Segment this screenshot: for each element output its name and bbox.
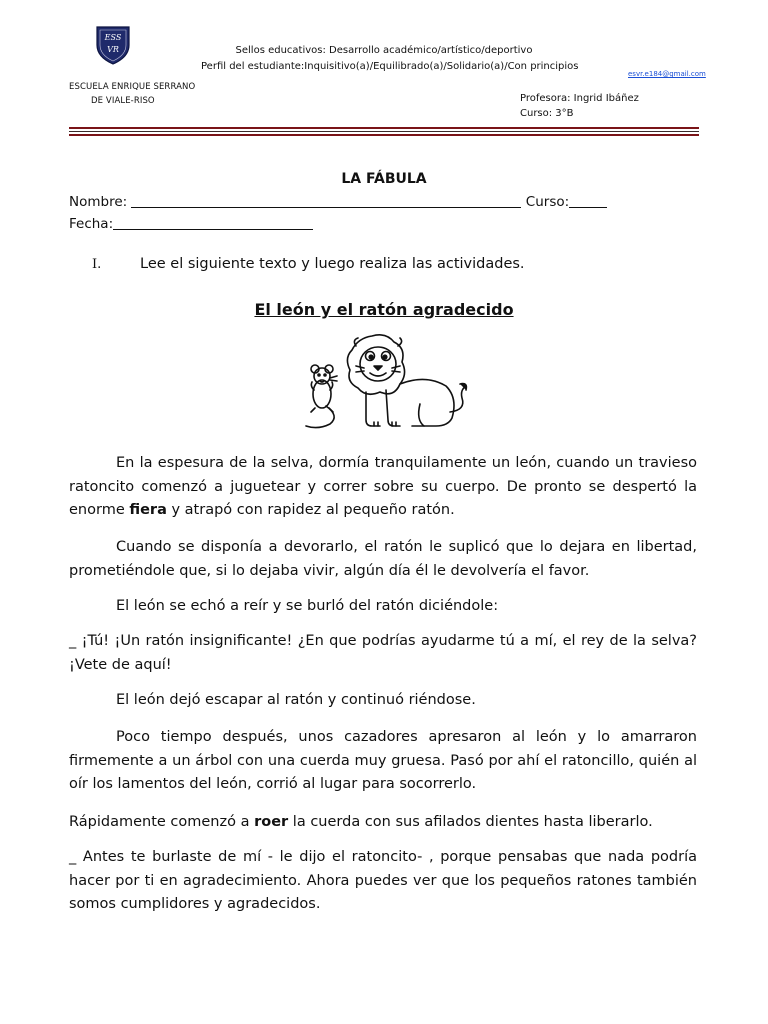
crest-top-letters: ESS	[104, 33, 122, 42]
name-blank[interactable]	[131, 194, 521, 208]
header-divider-top	[69, 127, 699, 129]
story-paragraph-4: _ ¡Tú! ¡Un ratón insignificante! ¿En que podrías ayudarme tú a mí, el rey de la selva? ¡Vete de aquí!	[69, 633, 697, 673]
instruction-text: Lee el siguiente texto y luego realiza las actividades.	[140, 256, 525, 272]
date-blank[interactable]	[113, 216, 313, 230]
p1-text-a: En la espesura de la selva, dormía tranquilamente un león, cuando un travieso ratoncito comenzó a juguetear y correr sobre su cuerpo. De pronto se despertó la enorme	[69, 455, 697, 518]
instruction-numeral: I.	[92, 257, 102, 272]
crest-bottom-letters: VR	[107, 45, 119, 54]
course-field-label: Curso:	[525, 194, 570, 210]
header-divider-bottom	[69, 134, 699, 136]
course-label: Curso: 3°B	[520, 108, 574, 119]
story-paragraph-2: Cuando se disponía a devorarlo, el ratón le suplicó que lo dejara en libertad, prometiéndole que, si lo dejaba vivir, algún día él le devolvería el favor.	[69, 539, 697, 579]
story-paragraph-3: El león se echó a reír y se burló del ratón diciéndole:	[116, 598, 499, 614]
story-paragraph-1	[69, 452, 697, 523]
lion-figure	[347, 335, 466, 426]
story-title: El león y el ratón agradecido	[254, 300, 514, 319]
name-field[interactable]	[69, 194, 709, 210]
p1-text-c: y atrapó con rapidez al pequeño ratón.	[166, 502, 455, 518]
name-label: Nombre:	[69, 194, 128, 210]
header-divider-middle	[69, 131, 699, 132]
mouse-figure	[306, 365, 337, 428]
p7-text-a: Rápidamente comenzó a	[69, 814, 255, 830]
school-name-line2: DE VIALE-RISO	[91, 96, 155, 106]
p7-text-c: la cuerda con sus afilados dientes hasta liberarlo.	[288, 814, 653, 830]
date-field[interactable]	[69, 216, 313, 232]
story-paragraph-8: _ Antes te burlaste de mí - le dijo el ratoncito- , porque pensabas que nada podría hacer por ti en agradecimiento. Ahora puedes ver que los pequeños ratones también somos cumplidores y agradecidos.	[69, 849, 697, 912]
p7-bold-word: roer	[254, 814, 289, 830]
school-email-link[interactable]: esvr.e184@gmail.com	[628, 70, 706, 78]
lion-and-mouse-illustration	[300, 328, 470, 436]
story-paragraph-7	[69, 811, 697, 835]
story-paragraph-5: El león dejó escapar al ratón y continuó riéndose.	[116, 692, 476, 708]
student-profile: Perfil del estudiante:Inquisitivo(a)/Equilibrado(a)/Solidario(a)/Con principios	[201, 61, 579, 72]
worksheet-title: LA FÁBULA	[341, 171, 427, 187]
course-blank[interactable]	[569, 194, 607, 208]
story-paragraph-6: Poco tiempo después, unos cazadores apresaron al león y lo amarraron firmemente a un árbol con una cuerda muy gruesa. Pasó por ahí el ratoncillo, quién al oír los lamentos del león, corrió al lugar para socorrerlo.	[69, 729, 697, 792]
educational-seals: Sellos educativos: Desarrollo académico/artístico/deportivo	[235, 45, 533, 56]
school-name-line1: ESCUELA ENRIQUE SERRANO	[69, 82, 196, 92]
p1-bold-word: fiera	[129, 502, 167, 518]
date-label: Fecha:	[69, 216, 114, 232]
teacher-name: Profesora: Ingrid Ibáñez	[520, 93, 639, 104]
